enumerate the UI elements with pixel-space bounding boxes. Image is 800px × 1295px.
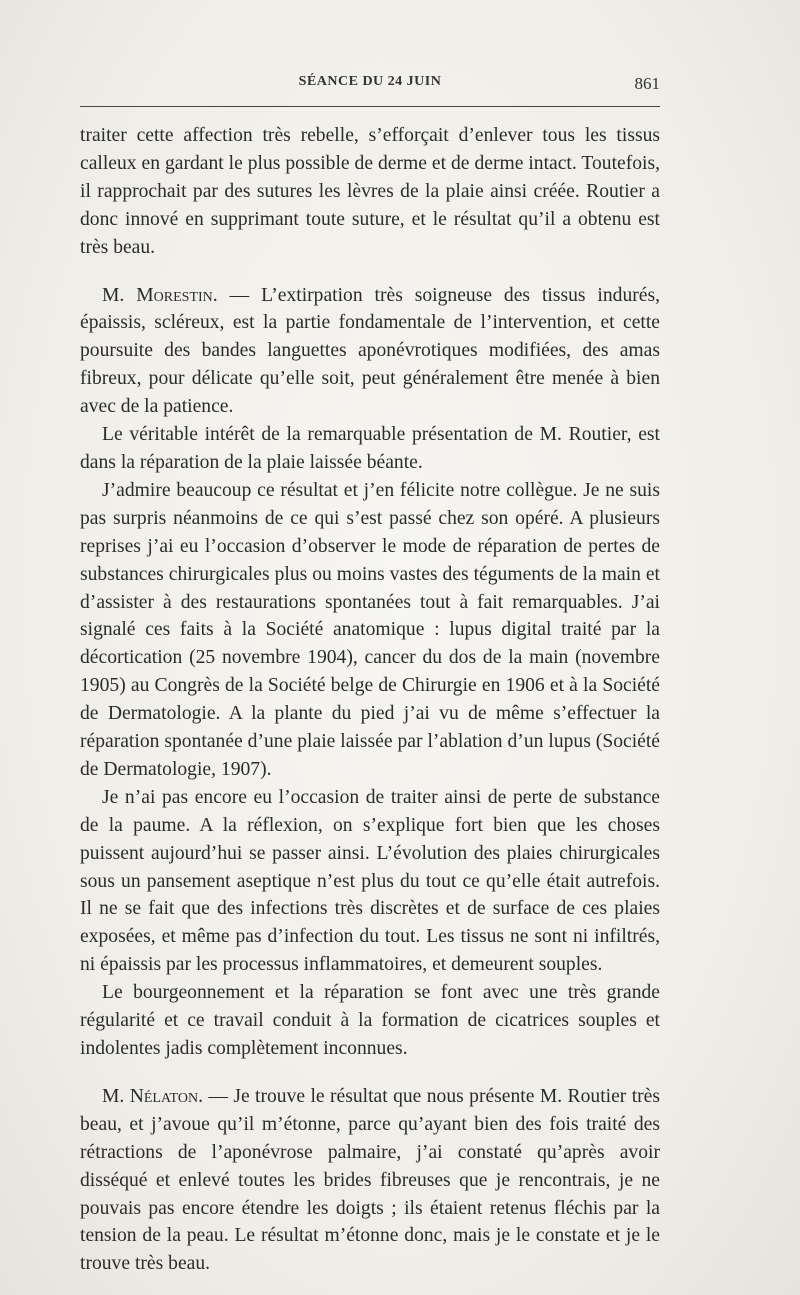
paragraph-text: Je n’ai pas encore eu l’occasion de traiter ainsi de perte de substance de la paume. A la réflexion, on s’explique fort bien que les choses puissent aujourd’hui se passer ainsi. L’évolution des plaies chirurgicales sous un pansement aseptique n’est plus du tout ce qu’elle était autrefois. Il ne se fait que des infections très discrètes et de surface de ces plaies exposées, et même pas d’infection du tout. Les tissus ne sont ni infiltrés, ni épaissis par les processus inflammatoires, et demeurent souples. <box>80 786 660 976</box>
page-number: 861 <box>634 74 660 93</box>
running-title: SÉANCE DU 24 JUIN <box>298 74 442 89</box>
body-text <box>80 122 660 1278</box>
speaker-prefix: M. <box>102 1085 130 1107</box>
paragraph <box>80 784 660 979</box>
paragraph <box>80 421 660 477</box>
paragraph <box>80 477 660 784</box>
speaker-prefix: M. <box>102 284 137 306</box>
paragraph <box>80 979 660 1063</box>
paragraph-text: J’admire beaucoup ce résultat et j’en félicite notre collègue. Je ne suis pas surpris néanmoins de ce qui s’est passé chez son opéré. A plusieurs reprises j’ai eu l’occasion d’observer le mode de réparation de pertes de substances chirurgicales plus ou moins vastes des téguments de la main et d’assister à des restaurations spontanées tout à fait remarquables. J’ai signalé ces faits à la Société anatomique : lupus digital traité par la décortication (25 novembre 1904), cancer du dos de la main (novembre 1905) au Congrès de la Société belge de Chirurgie en 1906 et à la Société de Dermatologie. A la plante du pied j’ai vu de même s’effectuer la réparation spontanée d’une plaie laissée par l’ablation d’un lupus (Société de Dermatologie, 1907). <box>80 479 660 780</box>
page-header <box>80 74 660 100</box>
speaker-name: Nélaton <box>129 1085 199 1107</box>
paragraph-nelaton <box>80 1083 660 1278</box>
speaker-name: Morestin <box>136 284 213 306</box>
paragraph-morestin <box>80 282 660 422</box>
paragraph-text: . — Je trouve le résultat que nous présente M. Routier très beau, et j’avoue qu’il m’étonne, parce qu’ayant bien des fois traité des rétractions de l’aponévrose palmaire, j’ai constaté qu’après avoir disséqué et enlevé toutes les brides fibreuses que je rencontrais, je ne pouvais pas encore étendre les doigts ; ils étaient retenus fléchis par la tension de la peau. Le résultat m’étonne donc, mais je le constate et je le trouve très beau. <box>80 1085 660 1275</box>
paragraph-text: Le véritable intérêt de la remarquable présentation de M. Routier, est dans la réparation de la plaie laissée béante. <box>80 424 660 473</box>
paragraph-text: Le bourgeonnement et la réparation se font avec une très grande régularité et ce travail conduit à la formation de cicatrices souples et indolentes jadis complètement inconnues. <box>80 982 660 1059</box>
paragraph-text: . — L’extirpation très soigneuse des tissus indurés, épaissis, scléreux, est la partie fondamentale de l’intervention, et cette poursuite des bandes languettes aponévrotiques modifiées, des amas fibreux, pour délicate qu’elle soit, peut généralement être menée à bien avec de la patience. <box>80 284 660 418</box>
header-rule <box>80 106 660 107</box>
paragraph-text: traiter cette affection très rebelle, s’efforçait d’enlever tous les tissus calleux en gardant le plus possible de derme et de derme intact. Toutefois, il rapprochait par des sutures les lèvres de la plaie ainsi créée. Routier a donc innové en supprimant toute suture, et le résultat qu’il a obtenu est très beau. <box>80 125 660 258</box>
paragraph-continuation <box>80 122 660 262</box>
